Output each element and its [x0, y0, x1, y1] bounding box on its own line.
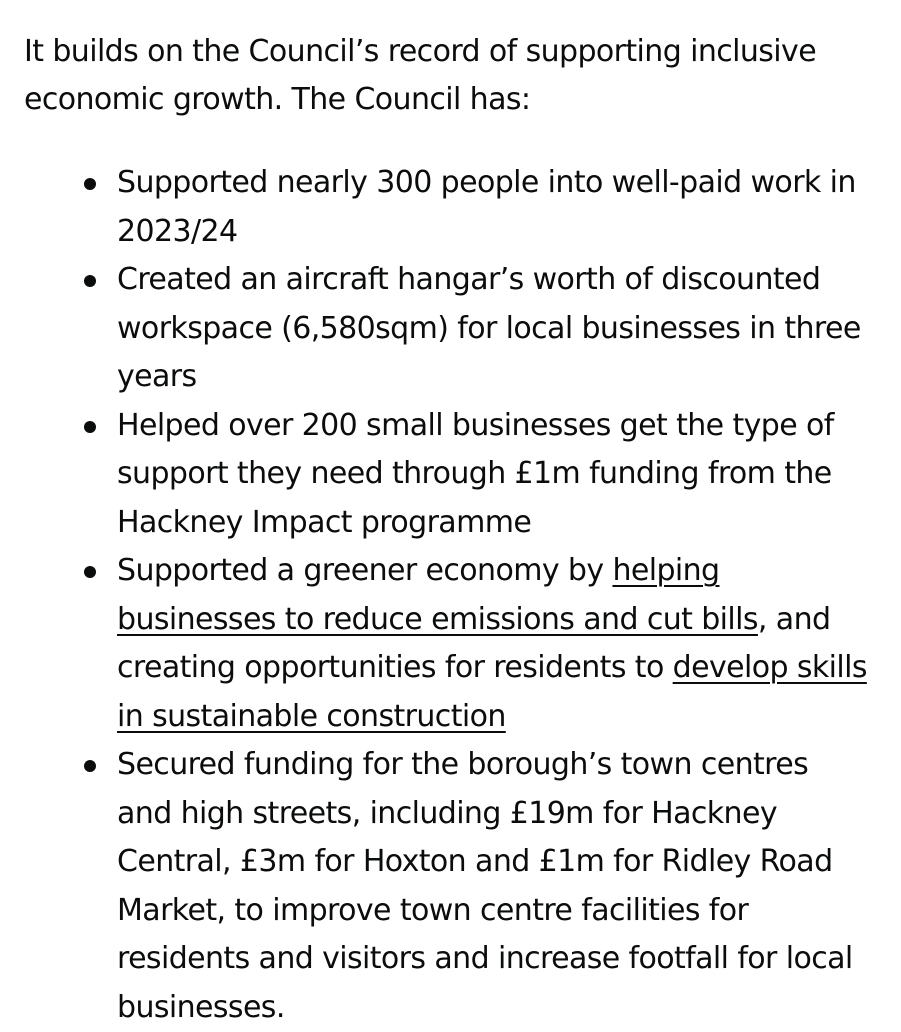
- list-item: [24, 741, 877, 1032]
- list-item: [24, 256, 877, 402]
- bullet-icon: [84, 178, 96, 190]
- bullet-icon: [84, 760, 96, 772]
- achievements-list: [24, 159, 877, 1032]
- sustainable-construction-link[interactable]: develop skills in sustainable construction: [117, 650, 867, 734]
- list-item: [24, 547, 877, 741]
- bullet-icon: [84, 421, 96, 433]
- list-item-text-start: Supported a greener economy by: [117, 553, 613, 588]
- list-item: [24, 402, 877, 548]
- bullet-icon: [84, 275, 96, 287]
- list-item-text: Helped over 200 small businesses get the type of support they need through £1m funding from the Hackney Impact programme: [117, 407, 834, 540]
- reduce-emissions-link[interactable]: helping businesses to reduce emissions and cut bills: [117, 553, 758, 637]
- bullet-icon: [84, 566, 96, 578]
- list-item: [24, 159, 877, 256]
- list-item-text: Created an aircraft hangar’s worth of discounted workspace (6,580sqm) for local businesses in three years: [117, 262, 861, 394]
- list-item-text: Supported nearly 300 people into well-paid work in 2023/24: [117, 165, 856, 249]
- list-item-text-middle: , and creating opportunities for residents to: [117, 601, 831, 685]
- list-item-text: Secured funding for the borough’s town centres and high streets, including £19m for Hackney Central, £3m for Hoxton and £1m for Ridley Road Market, to improve town centre facilities for residents and visitors and increase footfall for local businesses.: [117, 747, 853, 1025]
- intro-paragraph: It builds on the Council’s record of supporting inclusive economic growth. The Council has:: [24, 34, 817, 117]
